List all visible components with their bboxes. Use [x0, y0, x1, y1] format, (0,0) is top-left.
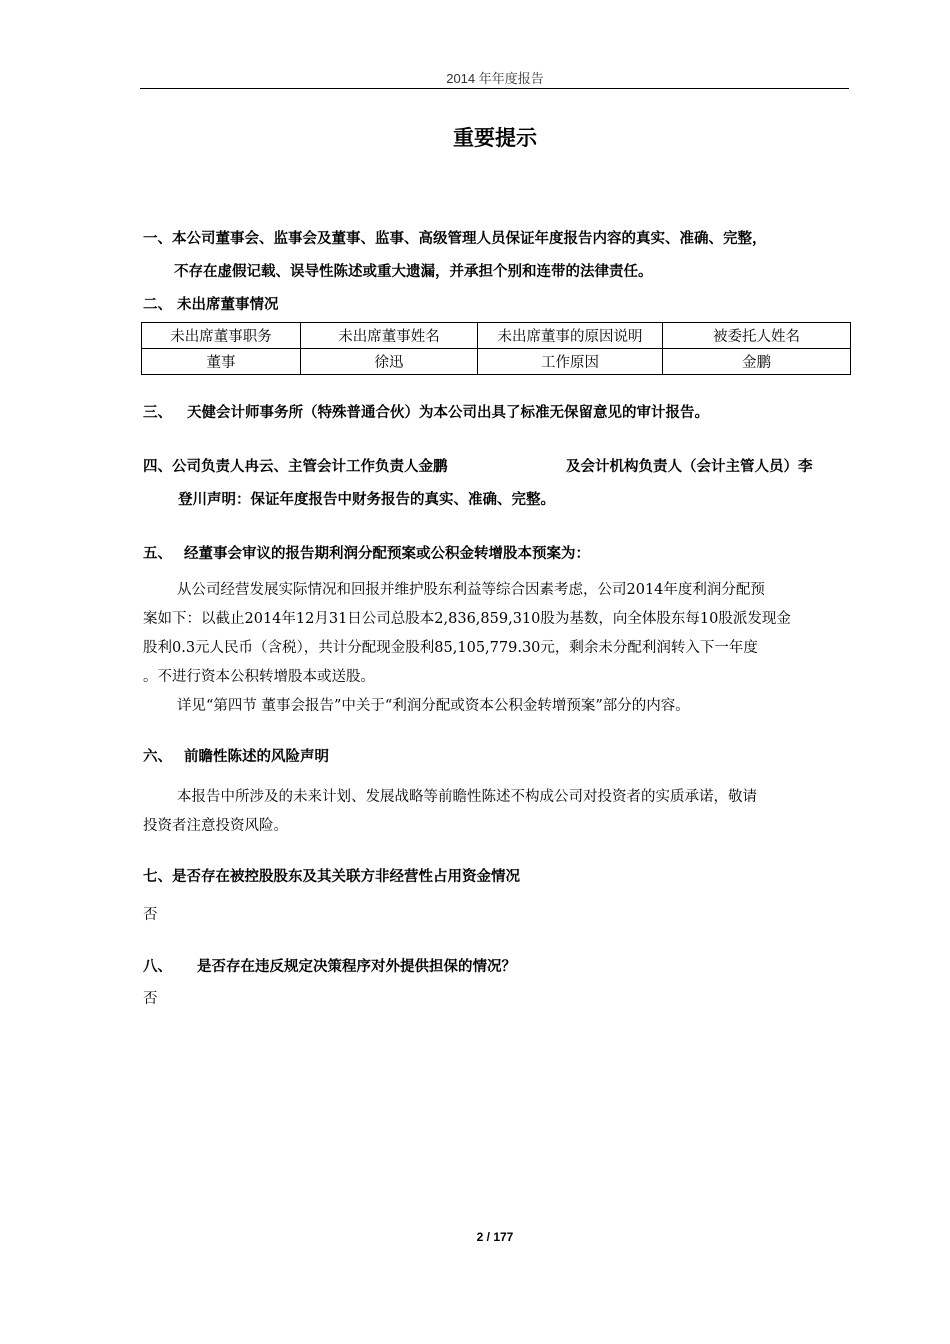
section-6-paragraph-line: 本报告中所涉及的未来计划、发展战略等前瞻性陈述不构成公司对投资者的实质承诺，敬请: [177, 789, 757, 805]
section-3-text: 天健会计师事务所（特殊普通合伙）为本公司出具了标准无保留意见的审计报告。: [187, 405, 709, 421]
table-cell: 金鹏: [663, 349, 851, 375]
section-5-paragraph-line: 。不进行资本公积转增股本或送股。: [143, 669, 375, 685]
section-5-paragraph-line: 从公司经营发展实际情况和回报并维护股东利益等综合因素考虑，公司2014年度利润分配预: [177, 582, 765, 598]
table-cell: 工作原因: [478, 349, 663, 375]
section-6-paragraph-line: 投资者注意投资风险。: [143, 818, 288, 834]
section-1-line-1: 一、本公司董事会、监事会及董事、监事、高级管理人员保证年度报告内容的真实、准确、完整，: [143, 231, 767, 247]
section-5-paragraph-line: 股利0.3元人民币（含税），共计分配现金股利85,105,779.30元，剩余未分配利润转入下一年度: [143, 640, 758, 656]
table-header-cell: 未出席董事姓名: [301, 323, 478, 349]
section-3-number: 三、: [143, 405, 172, 421]
section-8-number: 八、: [143, 959, 172, 975]
section-5-paragraph-line: 案如下：以截止2014年12月31日公司总股本2,836,859,310股为基数，向全体股东每10股派发现金: [143, 611, 791, 627]
section-7-answer: 否: [143, 907, 158, 923]
section-2-heading: 二、 未出席董事情况: [143, 297, 279, 313]
section-4-line-2: 登川声明：保证年度报告中财务报告的真实、准确、完整。: [178, 492, 555, 508]
section-6-heading: 前瞻性陈述的风险声明: [184, 749, 329, 765]
page-title: 重要提示: [453, 126, 537, 150]
table-header-cell: 未出席董事职务: [142, 323, 301, 349]
running-header: 2014 年年度报告: [446, 71, 544, 86]
table-header-cell: 被委托人姓名: [663, 323, 851, 349]
table-cell: 徐迅: [301, 349, 478, 375]
section-8-answer: 否: [143, 991, 158, 1007]
page-number: 2 / 177: [476, 1230, 514, 1244]
table-header-row: [142, 323, 851, 349]
table-cell: 董事: [142, 349, 301, 375]
section-5-reference-line: 详见“第四节 董事会报告”中关于“利润分配或资本公积金转增预案”部分的内容。: [177, 698, 690, 714]
section-1-line-2: 不存在虚假记载、误导性陈述或重大遗漏，并承担个别和连带的法律责任。: [174, 264, 653, 280]
section-7-heading: 七、是否存在被控股股东及其关联方非经营性占用资金情况: [143, 869, 520, 885]
table-header-cell: 未出席董事的原因说明: [478, 323, 663, 349]
section-5-number: 五、: [143, 546, 172, 562]
section-5-heading: 经董事会审议的报告期利润分配预案或公积金转增股本预案为：: [184, 546, 590, 562]
table-row: [142, 349, 851, 375]
section-4-part-1: 四、公司负责人冉云、主管会计工作负责人金鹏: [143, 459, 448, 475]
section-4-part-2: 及会计机构负责人（会计主管人员）李: [566, 459, 813, 475]
section-8-heading: 是否存在违反规定决策程序对外提供担保的情况？: [197, 959, 516, 975]
header-rule: [140, 88, 849, 89]
absent-directors-table: [141, 322, 851, 375]
section-6-number: 六、: [143, 749, 172, 765]
